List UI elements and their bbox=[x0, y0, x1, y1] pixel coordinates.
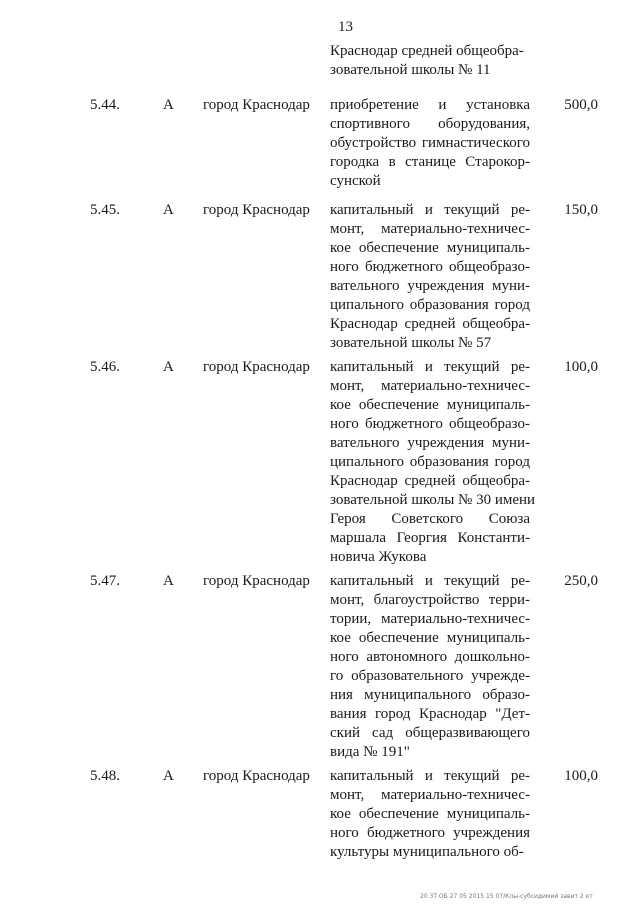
description-line: монт, материально-техничес- bbox=[330, 378, 530, 394]
continuation-line: Краснодар средней общеобра- bbox=[330, 43, 524, 59]
description-line: кое обеспечение муниципаль- bbox=[330, 630, 530, 646]
description-line: монт, благоустройство терри- bbox=[330, 592, 530, 608]
row-description bbox=[330, 358, 536, 567]
row-amount: 100,0 bbox=[564, 768, 598, 784]
description-line: новича Жукова bbox=[330, 549, 427, 565]
row-city: город Краснодар bbox=[203, 573, 310, 589]
description-line: монт, материально-техничес- bbox=[330, 787, 530, 803]
description-line: маршала Георгия Константи- bbox=[330, 530, 530, 546]
description-line: зовательной школы № 57 bbox=[330, 335, 492, 351]
description-line: капитальный и текущий ре- bbox=[330, 202, 530, 218]
row-amount: 100,0 bbox=[564, 359, 598, 375]
description-line: капитальный и текущий ре- bbox=[330, 768, 530, 784]
description-line: зовательной школы № 30 имени bbox=[330, 492, 536, 508]
description-line: ного бюджетного общеобразо- bbox=[330, 259, 530, 275]
description-line: го образовательного учрежде- bbox=[330, 668, 530, 684]
description-line: вида № 191" bbox=[330, 744, 410, 760]
row-city: город Краснодар bbox=[203, 202, 310, 218]
row-city: город Краснодар bbox=[203, 97, 310, 113]
description-line: ного бюджетного общеобразо- bbox=[330, 416, 530, 432]
row-number: 5.44. bbox=[90, 97, 120, 113]
description-line: вательного учреждения муни- bbox=[330, 435, 530, 451]
description-line: приобретение и установка bbox=[330, 97, 530, 113]
row-description bbox=[330, 201, 530, 353]
row-category: А bbox=[163, 768, 174, 784]
description-line: кое обеспечение муниципаль- bbox=[330, 240, 530, 256]
row-amount: 150,0 bbox=[564, 202, 598, 218]
row-city: город Краснодар bbox=[203, 768, 310, 784]
continuation-line: зовательной школы № 11 bbox=[330, 62, 491, 78]
description-line: монт, материально-техничес- bbox=[330, 221, 530, 237]
row-number: 5.45. bbox=[90, 202, 120, 218]
description-line: ния муниципального образо- bbox=[330, 687, 530, 703]
row-category: А bbox=[163, 97, 174, 113]
row-amount: 250,0 bbox=[564, 573, 598, 589]
row-category: А bbox=[163, 359, 174, 375]
row-city: город Краснодар bbox=[203, 359, 310, 375]
description-line: обустройство гимнастического bbox=[330, 135, 530, 151]
row-category: А bbox=[163, 573, 174, 589]
description-line: спортивного оборудования, bbox=[330, 116, 530, 132]
description-line: ский сад общеразвивающего bbox=[330, 725, 530, 741]
description-line: вания город Краснодар "Дет- bbox=[330, 706, 530, 722]
description-line: кое обеспечение муниципаль- bbox=[330, 397, 530, 413]
row-number: 5.46. bbox=[90, 359, 120, 375]
row-amount: 500,0 bbox=[564, 97, 598, 113]
description-line: капитальный и текущий ре- bbox=[330, 573, 530, 589]
description-line: капитальный и текущий ре- bbox=[330, 359, 530, 375]
description-line: вательного учреждения муни- bbox=[330, 278, 530, 294]
row-description bbox=[330, 572, 530, 762]
description-line: Героя Советского Союза bbox=[330, 511, 530, 527]
description-line: ного автономного дошкольно- bbox=[330, 649, 530, 665]
description-line: культуры муниципального об- bbox=[330, 844, 524, 860]
description-line: кое обеспечение муниципаль- bbox=[330, 806, 530, 822]
description-line: ципального образования город bbox=[330, 454, 530, 470]
description-line: тории, материально-техничес- bbox=[330, 611, 530, 627]
description-line: сунской bbox=[330, 173, 381, 189]
description-line: Краснодар средней общеобра- bbox=[330, 316, 530, 332]
row-description bbox=[330, 767, 530, 862]
page-number: 13 bbox=[338, 19, 353, 35]
row-category: А bbox=[163, 202, 174, 218]
description-line: Краснодар средней общеобра- bbox=[330, 473, 530, 489]
row-number: 5.47. bbox=[90, 573, 120, 589]
footer-note: 20 3Т ОБ 27 05 2015 15 07/Клы-субсидимий завит 2 кт bbox=[420, 893, 593, 900]
description-line: ного бюджетного учреждения bbox=[330, 825, 530, 841]
description-line: ципального образования город bbox=[330, 297, 530, 313]
row-number: 5.48. bbox=[90, 768, 120, 784]
description-line: городка в станице Старокор- bbox=[330, 154, 530, 170]
row-description bbox=[330, 96, 530, 191]
